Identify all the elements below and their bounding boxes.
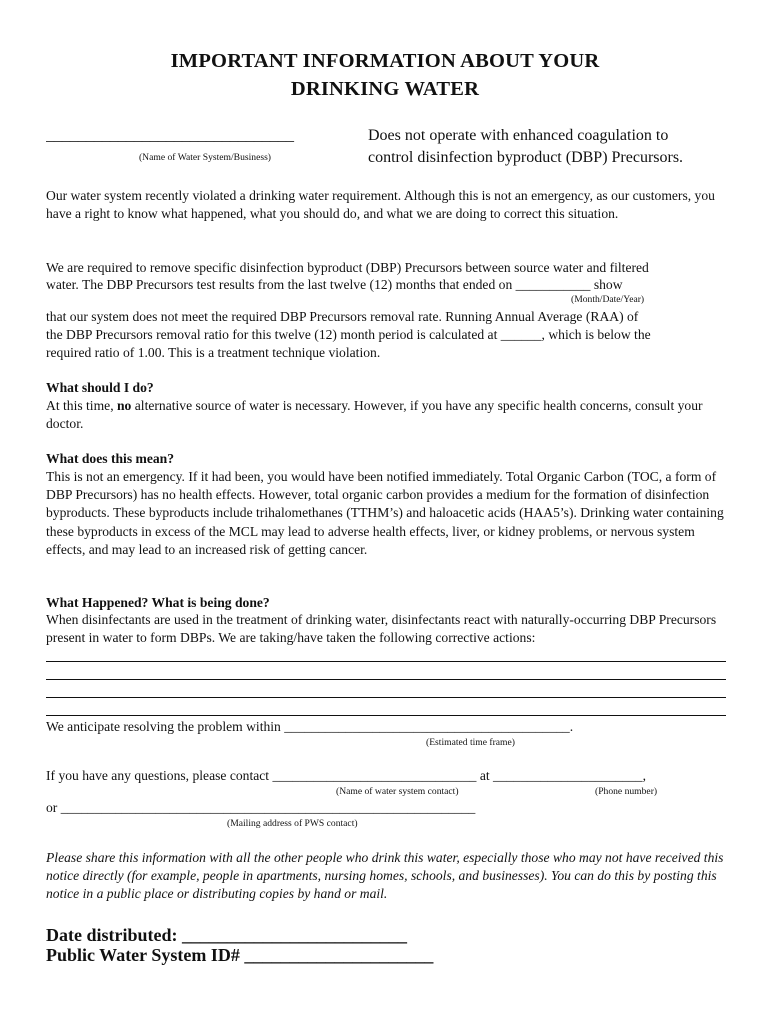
what-should-i-do-text [46,397,726,433]
water-system-name-blank[interactable]: _______________________________ [46,127,294,144]
pws-id-label: Public Water System ID# [46,945,240,965]
date-distributed-blank[interactable]: _________________________ [182,925,407,945]
water-system-name-caption: (Name of Water System/Business) [138,152,271,163]
date-distributed-label: Date distributed: [46,925,178,945]
contact-name-blank[interactable]: ______________________________ [272,768,477,783]
requirement-line-2-text: water. The DBP Precursors test results from the last twelve (12) months that ended on [46,277,513,292]
mailing-address-blank[interactable]: _____________________________________________________________ [60,800,476,815]
requirement-line-2-end: show [593,277,623,292]
title-line-1: IMPORTANT INFORMATION ABOUT YOUR [170,50,600,72]
corrective-actions-line-1[interactable] [46,661,726,662]
requirement-line-4: the DBP Precursors removal ratio for this twelve (12) month period is calculated at ______, which is below the [46,327,651,342]
section-heading-what-should-i-do: What should I do? [46,380,154,395]
section-heading-what-does-this-mean: What does this mean? [46,451,175,466]
corrective-actions-line-4[interactable] [46,715,726,716]
requirement-line-2 [46,276,623,294]
contact-name-caption: (Name of water system contact) [336,786,459,797]
statement-line-2: control disinfection byproduct (DBP) Precursors. [368,149,684,166]
what-should-i-do-text-post: alternative source of water is necessary. However, if you have any specific health concerns, consult your doctor. [46,398,703,432]
at-text: at [479,768,490,783]
estimated-time-frame-caption: (Estimated time frame) [426,737,515,748]
share-notice-text: Please share this information with all the other people who drink this water, especially those who may not have received this notice directly (for example, people in apartments, nursing homes, schools, and businesses). You can do this by posting this notice in a public place or distributing copies by hand or mail. [46,850,724,902]
requirement-line-3: that our system does not meet the required DBP Precursors removal rate. Running Annual Average (RAA) of [46,309,639,324]
corrective-actions-line-3[interactable] [46,697,726,698]
month-date-year-caption: (Month/Date/Year) [571,294,645,305]
statement-line-1: Does not operate with enhanced coagulation to [368,127,669,144]
what-should-i-do-text-bold: no [117,398,132,413]
date-distributed-line [46,924,407,946]
pws-id-blank[interactable]: _____________________ [244,945,434,965]
corrective-actions-line-2[interactable] [46,679,726,680]
phone-number-blank[interactable]: ______________________, [493,768,646,783]
anticipate-line [46,718,573,736]
section-heading-what-happened: What Happened? What is being done? [46,595,270,610]
mailing-line [46,799,475,817]
contact-line [46,767,646,785]
questions-text: If you have any questions, please contact [46,768,270,783]
anticipate-text: We anticipate resolving the problem within [46,719,281,734]
what-should-i-do-text-pre: At this time, [46,398,114,413]
or-text: or [46,800,58,815]
requirement-line-5: required ratio of 1.00. This is a treatment technique violation. [46,345,381,360]
intro-paragraph: Our water system recently violated a drinking water requirement. Although this is not an emergency, as our customers, you have a right to know what happened, what you should do, and what we are doing to correct this situation. [46,188,715,222]
estimated-time-frame-blank[interactable]: __________________________________________. [284,719,574,734]
month-date-year-blank[interactable]: ___________ [515,277,591,292]
pws-id-line [46,944,433,966]
mailing-address-caption: (Mailing address of PWS contact) [227,818,358,829]
phone-number-caption: (Phone number) [595,786,658,797]
what-does-this-mean-text: This is not an emergency. If it had been, you would have been notified immediately. Total Organic Carbon (TOC, a form of DBP Precursors) has no health effects. However, total organic carbon provides a medium for the formation of disinfection byproducts. These byproducts include trihalomethanes (TTHM’s) and haloacetic acids (HAA5’s). Drinking water containing these byproducts in excess of the MCL may lead to adverse health effects, liver, or kidney problems, or nervous system effects, and may lead to an increased risk of getting cancer. [46,469,724,557]
requirement-line-1: We are required to remove specific disinfection byproduct (DBP) Precursors between source water and filtered [46,260,649,275]
what-happened-text: When disinfectants are used in the treatment of drinking water, disinfectants react with naturally-occurring DBP Precursors present in water to form DBPs. We are taking/have taken the following corrective actions: [46,612,717,646]
title-line-2: DRINKING WATER [290,78,480,100]
